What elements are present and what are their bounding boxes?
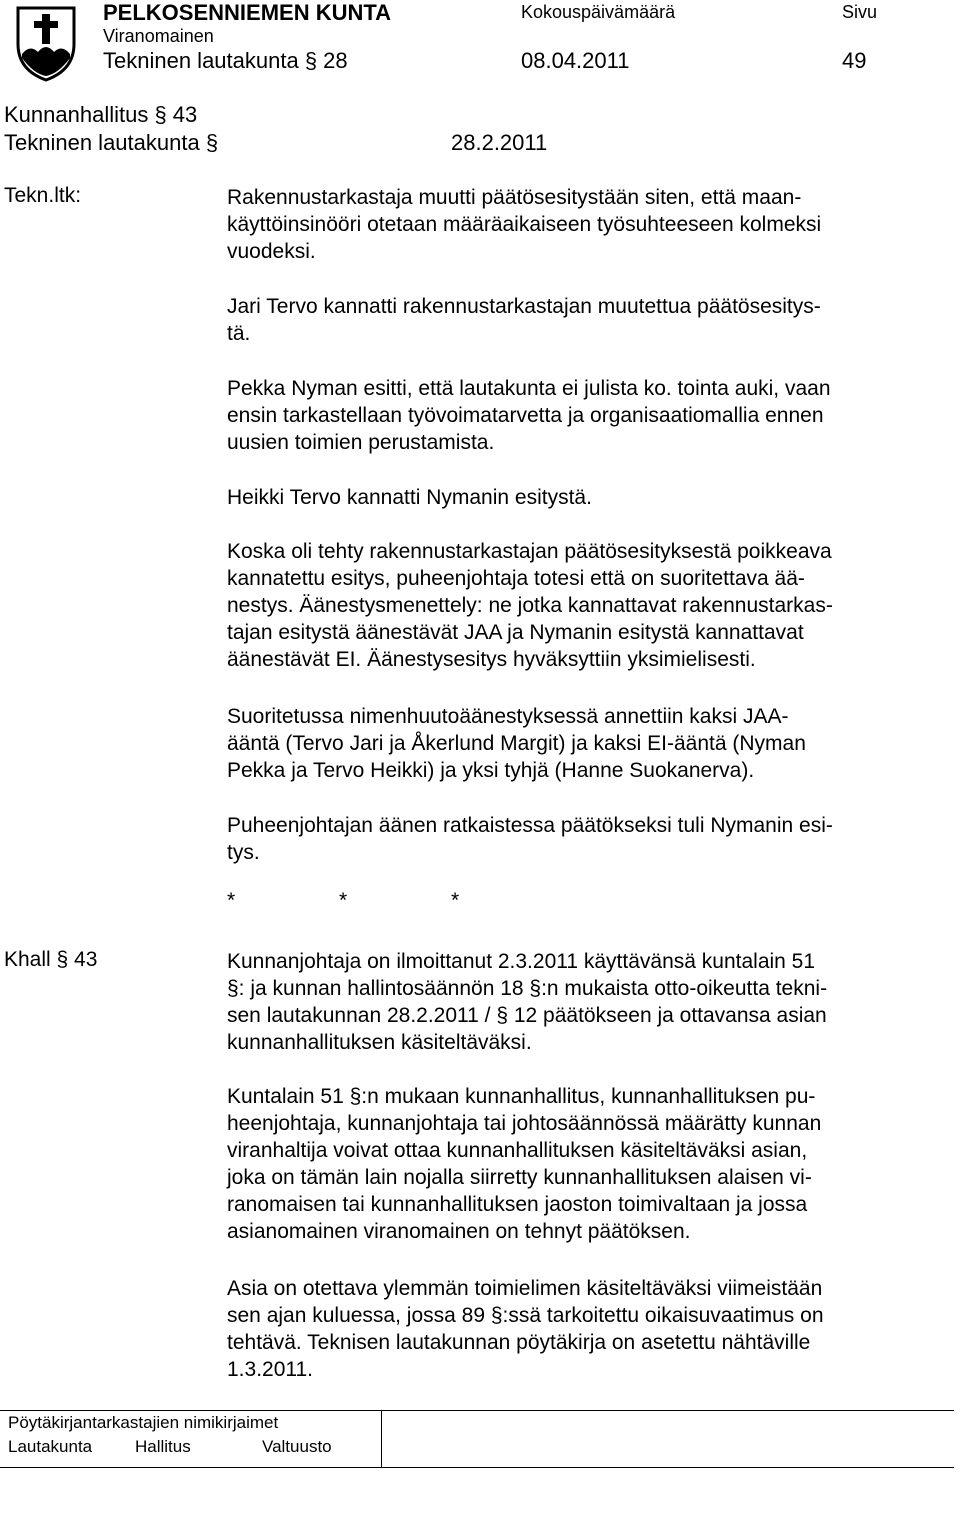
paragraph-9: Kuntalain 51 §:n mukaan kunnanhallitus, kunnanhallituksen pu- heenjohtaja, kunnanjohtaja tai johtosäännössä määrätty kunnan viranhaltija voivat ottaa kunnanhallituksen käsiteltäväksi asian, joka on tämän lain nojalla siirretty kunnanhallituksen alaisen vi- ranomaisen tai kunnanhallituksen jaoston toimivaltaan ja jossa asianomainen viranomainen on tehnyt päätöksen. [227, 1085, 822, 1243]
paragraph-4: Heikki Tervo kannatti Nymanin esitystä. [227, 486, 592, 509]
meeting-date: 08.04.2011 [521, 48, 630, 73]
signature-box-divider [381, 1410, 382, 1467]
ref-kunnanhallitus: Kunnanhallitus § 43 [4, 102, 198, 127]
page-number: 49 [842, 48, 867, 73]
paragraph-3: Pekka Nyman esitti, että lautakunta ei julista ko. tointa auki, vaan ensin tarkastellaan työvoimatarvetta ja organisaatiomallia ennen uusien toimien perustamista. [227, 377, 831, 454]
signature-col-valtuusto: Valtuusto [262, 1437, 332, 1456]
authority-label: Viranomainen [103, 26, 214, 46]
paragraph-8: Kunnanjohtaja on ilmoittanut 2.3.2011 käyttävänsä kuntalain 51 §: ja kunnan hallintosäännön 18 §:n mukaista otto-oikeutta tekni- sen lautakunnan 28.2.2011 / § 12 päätökseen ja ottavansa asian kunnanhallituksen käsiteltäväksi. [227, 950, 828, 1054]
paragraph-7: Puheenjohtajan äänen ratkaistessa päätökseksi tuli Nymanin esi- tys. [227, 814, 833, 864]
municipality-name: PELKOSENNIEMEN KUNTA [103, 0, 392, 25]
section-label-tekn: Tekn.ltk: [4, 184, 82, 207]
coat-of-arms-icon [6, 4, 86, 84]
paragraph-2: Jari Tervo kannatti rakennustarkastajan muutettua päätösesitys- tä. [227, 295, 821, 345]
signature-col-lautakunta: Lautakunta [8, 1437, 93, 1456]
paragraph-6: Suoritetussa nimenhuutoäänestyksessä annettiin kaksi JAA- ääntä (Tervo Jari ja Åkerlund Margit) ja kaksi EI-ääntä (Nyman Pekka ja Tervo Heikki) ja yksi tyhjä (Hanne Suokanerva). [227, 705, 806, 782]
paragraph-5: Koska oli tehty rakennustarkastajan päätösesityksestä poikkeava kannatettu esitys, puheenjohtaja totesi että on suoritettava ää- nestys. Äänestysmenettely: ne jotka kannattavat rakennustarkas- tajan esitystä äänestävät JAA ja Nymanin esitystä kannattavat äänestävät EI. Äänestysesitys hyväksyttiin yksimielisesti. [227, 540, 833, 671]
page-label: Sivu [842, 2, 878, 22]
section-label-khall: Khall § 43 [4, 948, 98, 971]
ref-date: 28.2.2011 [451, 130, 548, 155]
date-label: Kokouspäivämäärä [521, 2, 676, 22]
paragraph-1: Rakennustarkastaja muutti päätösesitystään siten, että maan- käyttöinsinööri otetaan määräaikaiseen työsuhteeseen kolmeksi vuodeksi. [227, 186, 822, 263]
signature-col-hallitus: Hallitus [135, 1437, 191, 1456]
signature-title: Pöytäkirjantarkastajien nimikirjaimet [8, 1413, 279, 1432]
authority-body-line: Tekninen lautakunta § 28 [103, 48, 348, 73]
ref-tekninen-lautakunta: Tekninen lautakunta § [4, 130, 219, 155]
paragraph-10: Asia on otettava ylemmän toimielimen käsiteltäväksi viimeistään sen ajan kuluessa, jossa 89 §:ssä tarkoitettu oikaisuvaatimus on tehtävä. Teknisen lautakunnan pöytäkirja on asetettu nähtäville 1.3.2011. [227, 1277, 824, 1381]
